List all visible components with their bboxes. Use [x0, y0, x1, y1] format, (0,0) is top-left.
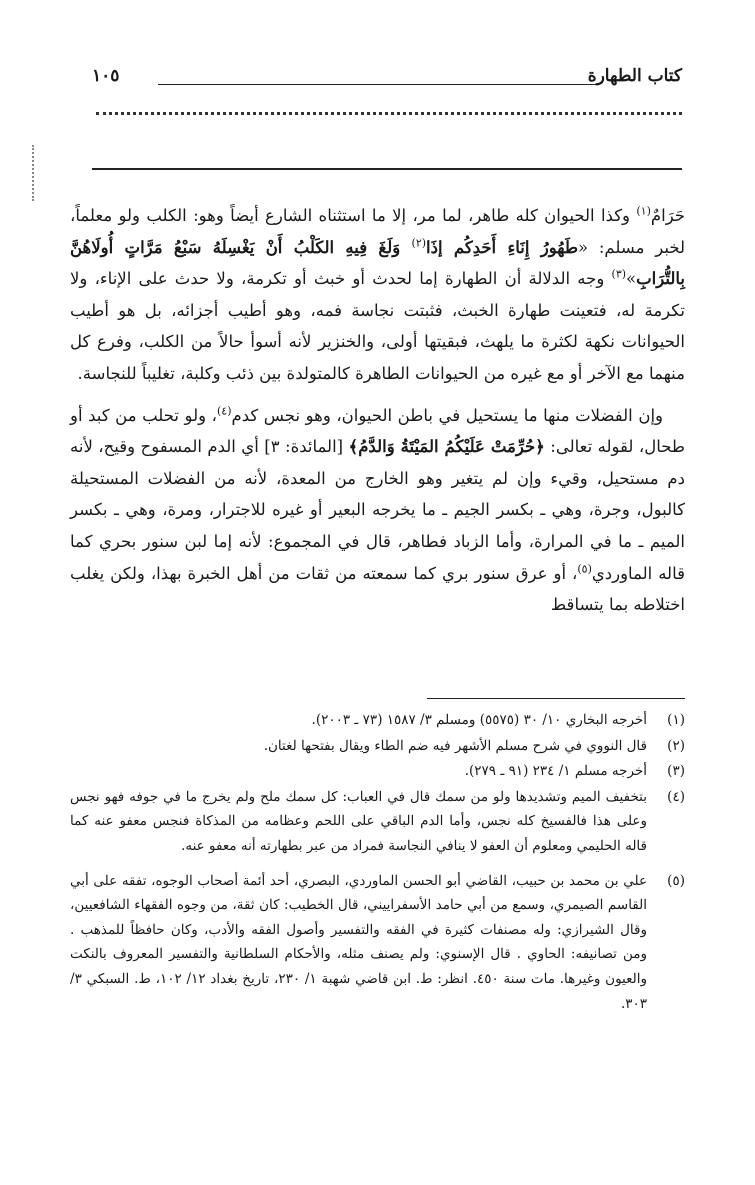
- footnote-text: علي بن محمد بن حبيب، القاضي أبو الحسن الماوردي، البصري، أحد أئمة أصحاب الوجوه، تفقه على أبي القاسم الصيمري، وسمع من أبي حامد الأسفراييني، قال الخطيب: كان ثقة، من وجوه الفقهاء الشافعيين، وقال الشيرازي: وله مصنفات كثيرة في الفقه والتفسير وأصول الفقه والأدب، وكان حافظاً للمذهب . ومن تصانيفه: الحاوي . قال الإسنوي: ولم يصنف مثله، والأحكام السلطانية والتفسير المعروف بالنكت والعيون وغيرها. مات سنة ٤٥٠. انظر: ط. ابن قاضي شهبة ١/ ٢٣٠، تاريخ بغداد ١٢/ ١٠٢، ط. السبكي ٣/ ٣٠٣.: [70, 872, 648, 1012]
- text-span: ، أو عرق سنور بري كما سمعته من ثقات من أهل الخبرة بهذا، ولكن يغلب اختلاطه بما يتساقط: [70, 563, 685, 615]
- text-span: وجه الدلالة أن الطهارة إما لحدث أو خبث أو تكرمة، ولا حدث على الإناء، ولا تكرمة له، فتعينت طهارة الخبث، فثبتت نجاسة فمه، وهو أطيب أجزائه، بل هو أطيب الحيوانات نكهة لكثرة ما يلهث، فبقيتها أولى، والخنزير لأنه أسوأ حالاً من الكلب، وفرع كل منهما مع الآخر أو مع غيره من الحيوانات الطاهرة كالمتولدة بين ذئب وكلبة، تغليباً للنجاسة.: [70, 269, 685, 383]
- footnote: [70, 734, 685, 759]
- text-span: حَرَامٌ: [650, 206, 685, 225]
- footnote-number: (٣): [667, 763, 685, 780]
- footnote-number: (٤): [667, 788, 685, 805]
- paragraph: [70, 200, 685, 390]
- paragraph: [70, 400, 685, 621]
- footnote-text: أخرجه البخاري ١٠/ ٣٠ (٥٥٧٥) ومسلم ٣/ ١٥٨٧ (٧٣ ـ ٢٠٠٣).: [311, 712, 647, 728]
- footnote-text: أخرجه مسلم ١/ ٢٣٤ (٩١ ـ ٢٧٩).: [464, 763, 647, 780]
- footnote: [70, 785, 685, 859]
- footnote: [70, 759, 685, 784]
- footnote-number: (٢): [667, 737, 685, 754]
- header-rule: [158, 84, 596, 85]
- footnote: [70, 708, 685, 733]
- hadith-quote: وَلَغَ فِيهِ الكَلْبُ أَنْ يَغْسِلَهُ سَبْعُ مَرَّاتٍ أُولَاهُنَّ بِالتُّرَابِ: [70, 237, 685, 289]
- hadith-quote: طَهُورُ إِنَاءِ أَحَدِكُم إذَا: [426, 237, 578, 257]
- quran-verse: ﴿حُرِّمَتْ عَلَيْكُمُ المَيْتَةُ وَالدَّمُ﴾: [348, 437, 545, 457]
- page-number: ١٠٥: [92, 66, 120, 86]
- dotted-separator: [96, 112, 682, 115]
- footnote-text: بتخفيف الميم وتشديدها ولو من سمك قال في العباب: كل سمك ملح ولم يخرج ما في جوفه فهو نجس وعلى هذا فالفسيخ كله نجس، وأما الدم الباقي على اللحم وعظامه من المذكاة فنجس معفو عنه كما قاله الحليمي ومعلوم أن العفو لا ينافي النجاسة فمراد من عبر بطهارته أنه معفو عنه.: [70, 788, 647, 854]
- text-span: »: [626, 269, 637, 289]
- footnote-rule: [427, 698, 685, 699]
- margin-mark: [32, 145, 34, 201]
- footnote: [70, 869, 685, 1017]
- top-rule: [92, 168, 682, 170]
- footnote-ref: (٥): [577, 562, 592, 576]
- main-text: [70, 200, 685, 621]
- footnotes: [70, 708, 685, 1016]
- footnote-text: قال النووي في شرح مسلم الأشهر فيه ضم الطاء ويقال بفتحها لغتان.: [263, 737, 647, 754]
- footnote-number: (١): [667, 712, 685, 728]
- running-header-title: كتاب الطهارة: [587, 66, 682, 86]
- text-span: ، ولو تحلب من كبد أو طحال، لقوله تعالى:: [70, 405, 686, 457]
- footnote-ref: (٤): [216, 404, 232, 418]
- footnote-ref: (٢): [411, 236, 427, 250]
- footnote-ref: (٣): [611, 267, 627, 281]
- footnote-ref: (١): [636, 204, 651, 218]
- text-span: وكذا الحيوان كله طاهر، لما مر، إلا ما استثناه الشارع أيضاً وهو: الكلب ولو معلماً، لخبر مسلم: «: [70, 206, 685, 257]
- footnote-number: (٥): [667, 872, 685, 889]
- text-span: وإن الفضلات منها ما يستحيل في باطن الحيوان، وهو نجس كدم: [231, 405, 663, 425]
- text-span: [المائدة: ٣] أي الدم المسفوح وقيح، لأنه دم مستحيل، وقيء وإن لم يتغير وهو الخارج من المعدة، لأنه من الفضلات المستحيلة كالبول، وجرة، وهي ـ بكسر الجيم ـ ما يخرجه البعير أو غيره للاجترار، ومرة، وهي ـ بكسر الميم ـ ما في المرارة، وأما الزباد فطاهر، قال في المجموع: لأنه إما لبن سنور بحري كما قاله الماوردي: [70, 437, 685, 583]
